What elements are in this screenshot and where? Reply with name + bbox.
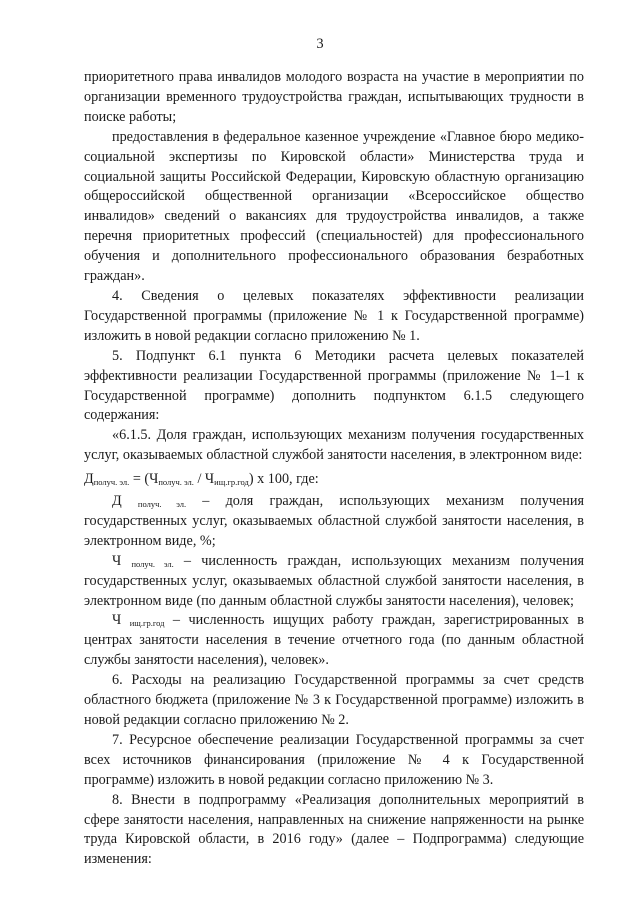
definition-d-text: – доля граждан, использующих механизм получения государственных услуг, оказываемых областной службой занятости населения, в электронном виде, %; bbox=[84, 493, 584, 549]
definition-ch2-symbol: Ч bbox=[112, 612, 122, 629]
document-body bbox=[84, 68, 584, 870]
page-number: 3 bbox=[316, 36, 324, 52]
paragraph-item-4: 4. Сведения о целевых показателях эффективности реализации Государственной программы (приложение № 1 к Государственной программе) изложить в новой редакции согласно приложению № 1. bbox=[84, 287, 584, 344]
paragraph-item-5: 5. Подпункт 6.1 пункта 6 Методики расчета целевых показателей эффективности реализации Государственной программы (приложение № 1–1 к Государственной программе) дополнить подпунктом 6.1.5 следующего содержания: bbox=[84, 347, 584, 424]
paragraph-subitem-6-1-5: «6.1.5. Доля граждан, использующих механизм получения государственных услуг, оказываемых областной службой занятости населения, в электронном виде: bbox=[84, 427, 584, 464]
definition-ch1-text: – численность граждан, использующих механизм получения государственных услуг, оказываемых областной службой занятости населения, в электронном виде (по данным областной службы занятости населения), человек; bbox=[84, 552, 584, 609]
definition-d-sub: получ. эл. bbox=[137, 499, 187, 510]
paragraph-bureau-provision: предоставления в федеральное казенное учреждение «Главное бюро медико-социальной экспертизы по Кировской области» Министерства труда и социальной защиты Российской Федерации, Кировскую областную организацию общероссийской общественной организации «Всероссийское общество инвалидов» сведений о вакансиях для трудоустройства инвалидов, а также перечня приоритетных профессий (специальностей) для профессионального обучения и дополнительного профессионального образования безработных граждан». bbox=[84, 128, 584, 285]
formula-eq-open: = (Ч bbox=[129, 471, 159, 488]
definition-d bbox=[84, 492, 584, 552]
definition-ch1-sub: получ. эл. bbox=[131, 558, 174, 569]
paragraph-item-6: 6. Расходы на реализацию Государственной программы за счет средств областного бюджета (приложение № 3 к Государственной программе) изложить в новой редакции согласно приложению № 2. bbox=[84, 672, 584, 728]
paragraph-item-8: 8. Внести в подпрограмму «Реализация дополнительных мероприятий в сфере занятости населения, направленных на снижение напряженности на рынке труда Кировской области, в 2016 году» (далее – Подпрограмма) следующие изменения: bbox=[84, 791, 584, 868]
definition-ch2-sub: ищ.гр.год bbox=[129, 618, 165, 629]
definition-ch2 bbox=[84, 611, 584, 671]
formula-ch2-sub: ищ.гр.год bbox=[214, 477, 249, 488]
paragraph-priority-right: приоритетного права инвалидов молодого возраста на участие в мероприятии по организации временного трудоустройства граждан, испытывающих трудности в поиске работы; bbox=[84, 69, 584, 125]
formula bbox=[84, 470, 584, 490]
definition-ch2-text: – численность ищущих работу граждан, зарегистрированных в центрах занятости населения в течение отчетного года (по данным областной службы занятости населения), человек». bbox=[84, 612, 585, 669]
definition-ch1 bbox=[84, 552, 584, 612]
formula-slash: / Ч bbox=[193, 471, 215, 488]
definition-d-symbol: Д bbox=[112, 493, 122, 510]
formula-ch1-sub: получ. эл. bbox=[158, 477, 194, 488]
formula-d: Д bbox=[84, 471, 94, 488]
paragraph-item-7: 7. Ресурсное обеспечение реализации Государственной программы за счет всех источников финансирования (приложение № 4 к Государственной программе) изложить в новой редакции согласно приложению № 3. bbox=[84, 731, 584, 788]
definition-ch1-symbol: Ч bbox=[112, 552, 122, 569]
formula-tail: ) х 100, где: bbox=[248, 471, 319, 488]
formula-d-sub: получ. эл. bbox=[93, 477, 130, 488]
